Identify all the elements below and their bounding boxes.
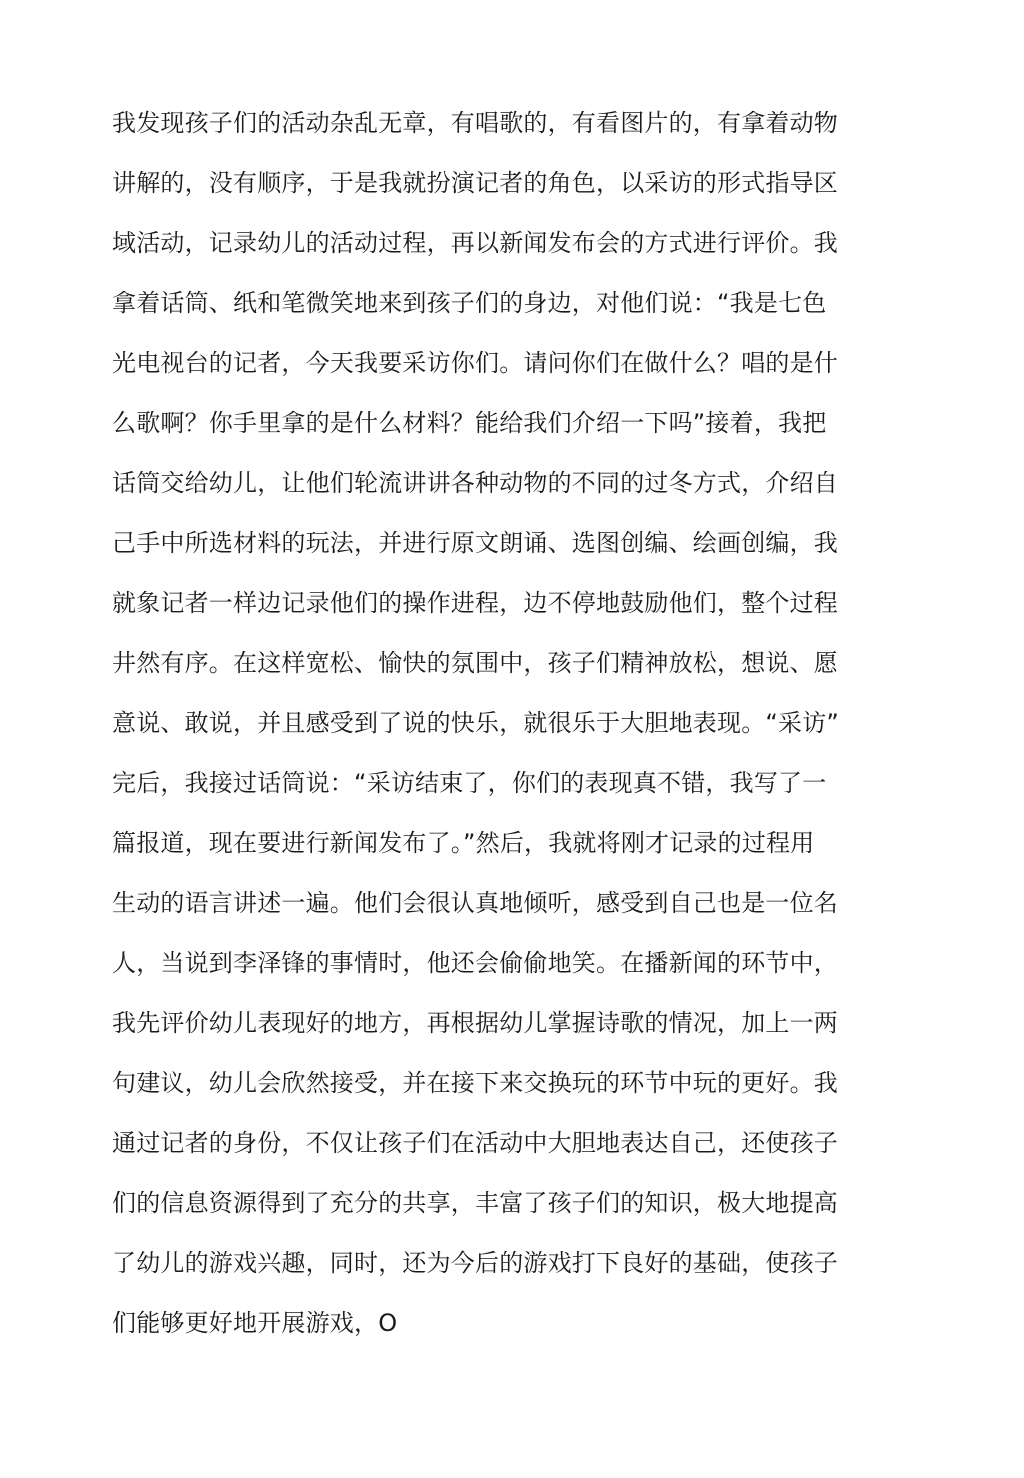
text-line-3: 域活动，记录幼儿的活动过程，再以新闻发布会的方式进行评价。我 [112, 229, 838, 257]
text-line-17: 句建议，幼儿会欣然接受，并在接下来交换玩的环节中玩的更好。我 [112, 1069, 838, 1097]
text-line-12: 完后，我接过话筒说：“采访结束了，你们的表现真不错，我写了一 [112, 769, 827, 797]
text-line-1: 我发现孩子们的活动杂乱无章，有唱歌的，有看图片的，有拿着动物 [112, 109, 838, 137]
text-line-2: 讲解的，没有顺序，于是我就扮演记者的角色，以采访的形式指导区 [112, 169, 838, 197]
text-line-6: 么歌啊？你手里拿的是什么材料？能给我们介绍一下吗”接着，我把 [112, 409, 827, 437]
text-line-14: 生动的语言讲述一遍。他们会很认真地倾听，感受到自己也是一位名 [112, 889, 838, 917]
text-line-21: 们能够更好地开展游戏，O [112, 1309, 398, 1337]
text-line-19: 们的信息资源得到了充分的共享，丰富了孩子们的知识，极大地提高 [112, 1189, 838, 1217]
text-line-4: 拿着话筒、纸和笔微笑地来到孩子们的身边，对他们说：“我是七色 [112, 289, 827, 317]
body-paragraph [112, 93, 872, 1353]
text-line-18: 通过记者的身份，不仅让孩子们在活动中大胆地表达自己，还使孩子 [112, 1129, 838, 1157]
text-line-9: 就象记者一样边记录他们的操作进程，边不停地鼓励他们，整个过程 [112, 589, 838, 617]
text-line-7: 话筒交给幼儿，让他们轮流讲讲各种动物的不同的过冬方式，介绍自 [112, 469, 838, 497]
text-line-10: 井然有序。在这样宽松、愉快的氛围中，孩子们精神放松，想说、愿 [112, 649, 838, 677]
text-line-20: 了幼儿的游戏兴趣，同时，还为今后的游戏打下良好的基础，使孩子 [112, 1249, 838, 1277]
text-line-11: 意说、敢说，并且感受到了说的快乐，就很乐于大胆地表现。“采访” [112, 709, 840, 737]
text-line-13: 篇报道，现在要进行新闻发布了。”然后，我就将刚才记录的过程用 [112, 829, 815, 857]
text-line-16: 我先评价幼儿表现好的地方，再根据幼儿掌握诗歌的情况，加上一两 [112, 1009, 838, 1037]
text-line-8: 己手中所选材料的玩法，并进行原文朗诵、选图创编、绘画创编，我 [112, 529, 838, 557]
text-line-15: 人，当说到李泽锋的事情时，他还会偷偷地笑。在播新闻的环节中， [112, 949, 838, 977]
text-line-5: 光电视台的记者，今天我要采访你们。请问你们在做什么？唱的是什 [112, 349, 838, 377]
